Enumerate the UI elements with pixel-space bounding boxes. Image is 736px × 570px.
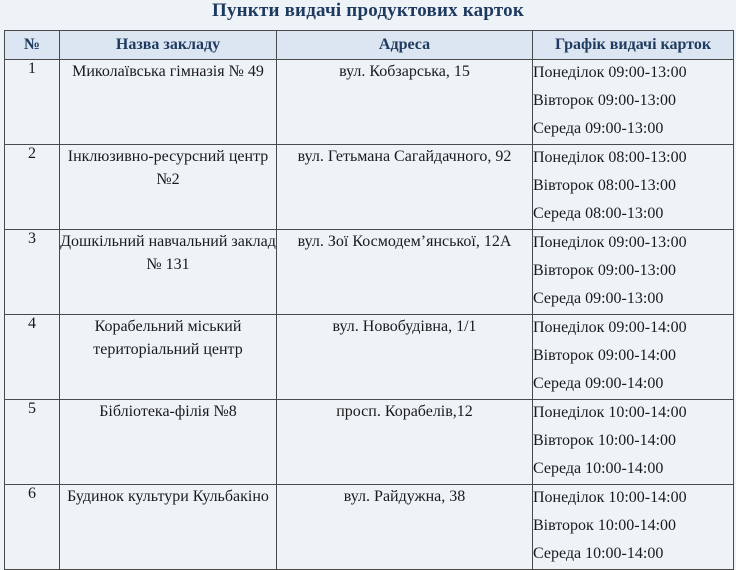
- schedule-line: Середа 10:00-14:00: [533, 545, 664, 562]
- institution-address: вул. Гетьмана Сагайдачного, 92: [277, 145, 533, 230]
- schedule-line: Вівторок 09:00-13:00: [533, 262, 677, 279]
- institution-name: Миколаївська гімназія № 49: [60, 60, 277, 145]
- header-address: Адреса: [277, 31, 533, 60]
- schedule-cell: [533, 315, 734, 400]
- page-title: Пункти видачі продуктових карток: [211, 0, 524, 21]
- schedule-line: Понеділок 09:00-14:00: [533, 319, 687, 336]
- schedule-line: Вівторок 09:00-14:00: [533, 347, 677, 364]
- institution-address: вул. Новобудівна, 1/1: [277, 315, 533, 400]
- schedule-line: Вівторок 10:00-14:00: [533, 432, 677, 449]
- schedule-line: Понеділок 10:00-14:00: [533, 404, 687, 421]
- institution-address: вул. Зої Космодем’янської, 12А: [277, 230, 533, 315]
- table-row: [5, 145, 734, 230]
- table-row: [5, 60, 734, 145]
- institution-address: вул. Райдужна, 38: [277, 485, 533, 570]
- schedule-line: Середа 09:00-13:00: [533, 120, 664, 137]
- row-number: 2: [5, 145, 60, 230]
- schedule-line: Вівторок 08:00-13:00: [533, 177, 677, 194]
- schedule-line: Понеділок 09:00-13:00: [533, 64, 687, 81]
- schedule-line: Вівторок 09:00-13:00: [533, 92, 677, 109]
- table-row: [5, 315, 734, 400]
- table-row: [5, 485, 734, 570]
- institution-name: Будинок культури Кульбакіно: [60, 485, 277, 570]
- institution-name: Інклюзивно-ресурсний центр №2: [60, 145, 277, 230]
- distribution-points-table: [4, 30, 734, 570]
- schedule-line: Вівторок 10:00-14:00: [533, 517, 677, 534]
- row-number: 5: [5, 400, 60, 485]
- table-row: [5, 400, 734, 485]
- institution-address: просп. Корабелів,12: [277, 400, 533, 485]
- schedule-line: Понеділок 08:00-13:00: [533, 149, 687, 166]
- row-number: 1: [5, 60, 60, 145]
- schedule-line: Середа 09:00-14:00: [533, 375, 664, 392]
- row-number: 3: [5, 230, 60, 315]
- schedule-cell: [533, 485, 734, 570]
- table-row: [5, 230, 734, 315]
- header-schedule: Графік видачі карток: [533, 31, 734, 60]
- schedule-cell: [533, 145, 734, 230]
- schedule-line: Понеділок 09:00-13:00: [533, 234, 687, 251]
- schedule-line: Середа 10:00-14:00: [533, 460, 664, 477]
- schedule-line: Понеділок 10:00-14:00: [533, 489, 687, 506]
- row-number: 6: [5, 485, 60, 570]
- institution-name: Корабельний міський територіальний центр: [60, 315, 277, 400]
- header-name: Назва закладу: [60, 31, 277, 60]
- row-number: 4: [5, 315, 60, 400]
- table-header-row: [5, 31, 734, 60]
- institution-name: Бібліотека-філія №8: [60, 400, 277, 485]
- schedule-cell: [533, 230, 734, 315]
- institution-address: вул. Кобзарська, 15: [277, 60, 533, 145]
- schedule-line: Середа 08:00-13:00: [533, 205, 664, 222]
- schedule-line: Середа 09:00-13:00: [533, 290, 664, 307]
- schedule-cell: [533, 400, 734, 485]
- institution-name: Дошкільний навчальний заклад № 131: [60, 230, 277, 315]
- header-number: №: [5, 31, 60, 60]
- schedule-cell: [533, 60, 734, 145]
